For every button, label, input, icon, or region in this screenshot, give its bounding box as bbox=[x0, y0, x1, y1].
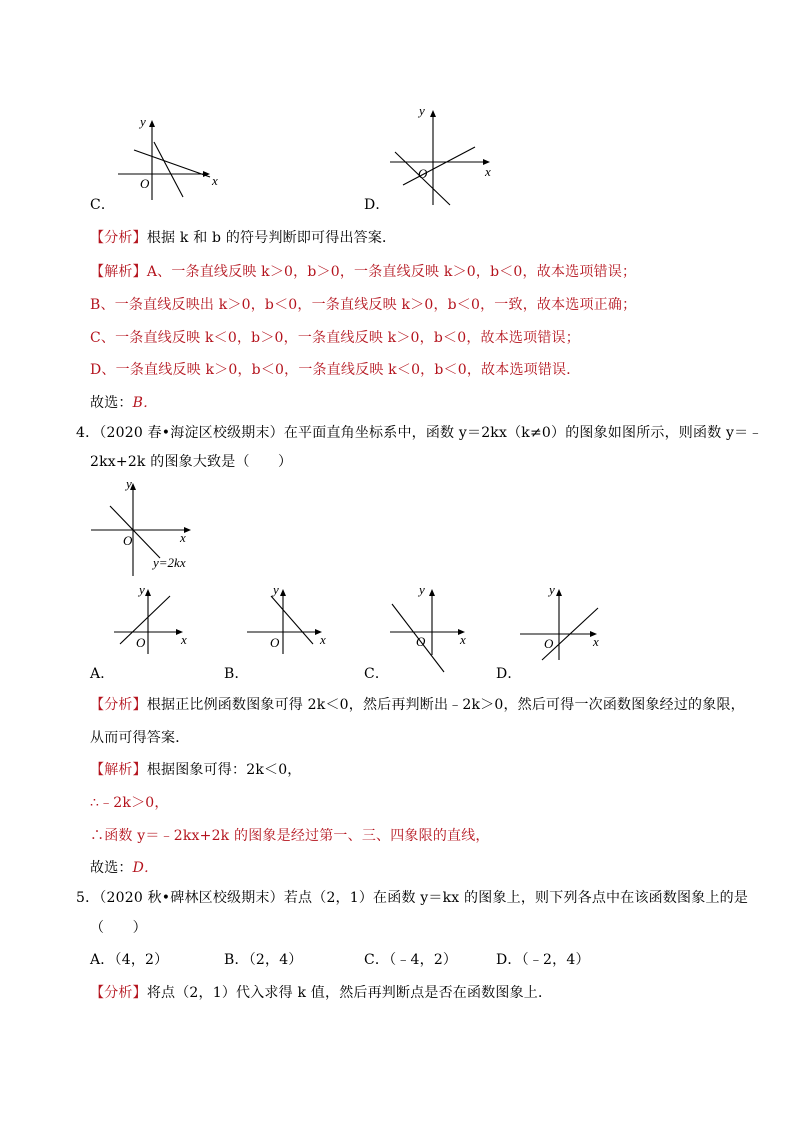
answer-prefix: 故选： bbox=[90, 395, 133, 411]
solution-text: A、一条直线反映 k＞0，b＞0，一条直线反映 k＞0，b＜0，故本选项错误； bbox=[146, 264, 637, 280]
solution-tag: 【解析】 bbox=[90, 762, 147, 778]
origin-label: O bbox=[544, 636, 554, 651]
q3-solution-line-3: C、一条直线反映 k＜0，b＞0，一条直线反映 k＞0，b＜0，故本选项错误； bbox=[90, 330, 580, 346]
q3-solution-line-1 bbox=[90, 262, 636, 282]
y-label: y bbox=[126, 476, 132, 491]
y-arrow bbox=[556, 589, 562, 596]
q4-answer bbox=[90, 858, 158, 878]
q3-answer bbox=[90, 393, 157, 413]
x-label: x bbox=[180, 530, 186, 545]
q5-option-b: B．（2，4） bbox=[224, 952, 303, 968]
y-arrow bbox=[429, 589, 435, 596]
graph-label-c: C． bbox=[90, 197, 116, 213]
q4-option-b: B． bbox=[224, 666, 249, 682]
origin-label: O bbox=[123, 533, 133, 548]
line-2 bbox=[154, 142, 183, 197]
y-arrow bbox=[145, 589, 151, 596]
q5-analysis bbox=[90, 983, 552, 1003]
q4-graph-a bbox=[112, 584, 192, 654]
analysis-tag: 【分析】 bbox=[90, 230, 147, 246]
y-arrow bbox=[149, 120, 155, 127]
answer-value: B． bbox=[132, 395, 158, 411]
q4-solution-line-3: ∴函数 y＝﹣2kx+2k 的图象是经过第一、三、四象限的直线， bbox=[90, 828, 490, 844]
x-label: x bbox=[320, 632, 326, 647]
x-label: x bbox=[460, 632, 466, 647]
origin-label: O bbox=[136, 635, 146, 650]
x-label: x bbox=[212, 173, 218, 188]
q4-option-a: A． bbox=[90, 666, 115, 682]
q4-main-graph bbox=[88, 478, 208, 578]
q4-option-d: D． bbox=[496, 666, 522, 682]
x-label: x bbox=[485, 164, 491, 179]
x-label: x bbox=[181, 632, 187, 647]
graph-option-c bbox=[110, 110, 230, 205]
q5-stem-line-2: （ ） bbox=[90, 920, 147, 936]
analysis-text: 将点（2，1）代入求得 k 值，然后再判断点是否在函数图象上． bbox=[146, 985, 553, 1001]
q4-analysis-line-1 bbox=[90, 695, 745, 715]
q4-solution-line-1 bbox=[90, 760, 302, 780]
q4-graph-d bbox=[518, 582, 608, 662]
q5-option-d: D．（﹣2，4） bbox=[496, 952, 590, 968]
origin-label: O bbox=[418, 166, 428, 181]
graph-label-d: D． bbox=[364, 197, 390, 213]
y-label: y bbox=[549, 582, 555, 597]
q5-option-c: C．（﹣4，2） bbox=[364, 952, 458, 968]
q4-stem-line-2: 2kx+2k 的图象大致是（ ） bbox=[90, 454, 293, 470]
y-arrow bbox=[280, 589, 286, 596]
analysis-text: 根据 k 和 b 的符号判断即可得出答案． bbox=[146, 230, 397, 246]
y-label: y bbox=[419, 103, 425, 118]
q4-graph-c bbox=[388, 580, 478, 675]
solution-tag: 【解析】 bbox=[90, 264, 147, 280]
function-label: y=2kx bbox=[153, 555, 186, 570]
origin-label: O bbox=[140, 176, 150, 191]
q5-stem-line-1: 5．（2020 秋•碑林区校级期末）若点（2，1）在函数 y＝kx 的图象上，则下列各点中在该函数图象上的是 bbox=[76, 890, 749, 906]
origin-label: O bbox=[270, 635, 280, 650]
analysis-tag: 【分析】 bbox=[90, 697, 147, 713]
line-1 bbox=[134, 150, 210, 177]
answer-value: D． bbox=[132, 860, 159, 876]
y-label: y bbox=[273, 582, 279, 597]
q4-stem-line-1: 4．（2020 春•海淀区校级期末）在平面直角坐标系中，函数 y＝2kx（k≠0）的图象如图所示，则函数 y＝﹣ bbox=[76, 425, 763, 441]
origin-label: O bbox=[416, 634, 426, 649]
y-label: y bbox=[139, 582, 145, 597]
q4-option-c: C． bbox=[364, 666, 390, 682]
line-y-2kx bbox=[110, 506, 160, 558]
q3-solution-line-2: B、一条直线反映出 k＞0，b＜0，一条直线反映 k＞0，b＜0，一致，故本选项正确； bbox=[90, 297, 637, 313]
analysis-tag: 【分析】 bbox=[90, 985, 147, 1001]
q4-graph-b bbox=[245, 584, 325, 654]
y-arrow bbox=[430, 110, 436, 117]
line-2 bbox=[403, 147, 475, 185]
q5-option-a: A．（4，2） bbox=[90, 952, 169, 968]
answer-prefix: 故选： bbox=[90, 860, 133, 876]
y-label: y bbox=[140, 114, 146, 129]
solution-text: 根据图象可得：2k＜0， bbox=[146, 762, 302, 778]
q4-solution-line-2: ∴﹣2k＞0， bbox=[90, 795, 169, 811]
graph-option-d bbox=[385, 100, 505, 210]
x-label: x bbox=[593, 634, 599, 649]
y-label: y bbox=[419, 582, 425, 597]
q3-analysis bbox=[90, 228, 396, 248]
analysis-text: 根据正比例函数图象可得 2k＜0，然后再判断出﹣2k＞0，然后可得一次函数图象经过的象限， bbox=[146, 697, 745, 713]
q3-solution-line-4: D、一条直线反映 k＞0，b＜0，一条直线反映 k＜0，b＜0，故本选项错误． bbox=[90, 362, 581, 378]
q4-analysis-line-2: 从而可得答案． bbox=[90, 730, 190, 746]
